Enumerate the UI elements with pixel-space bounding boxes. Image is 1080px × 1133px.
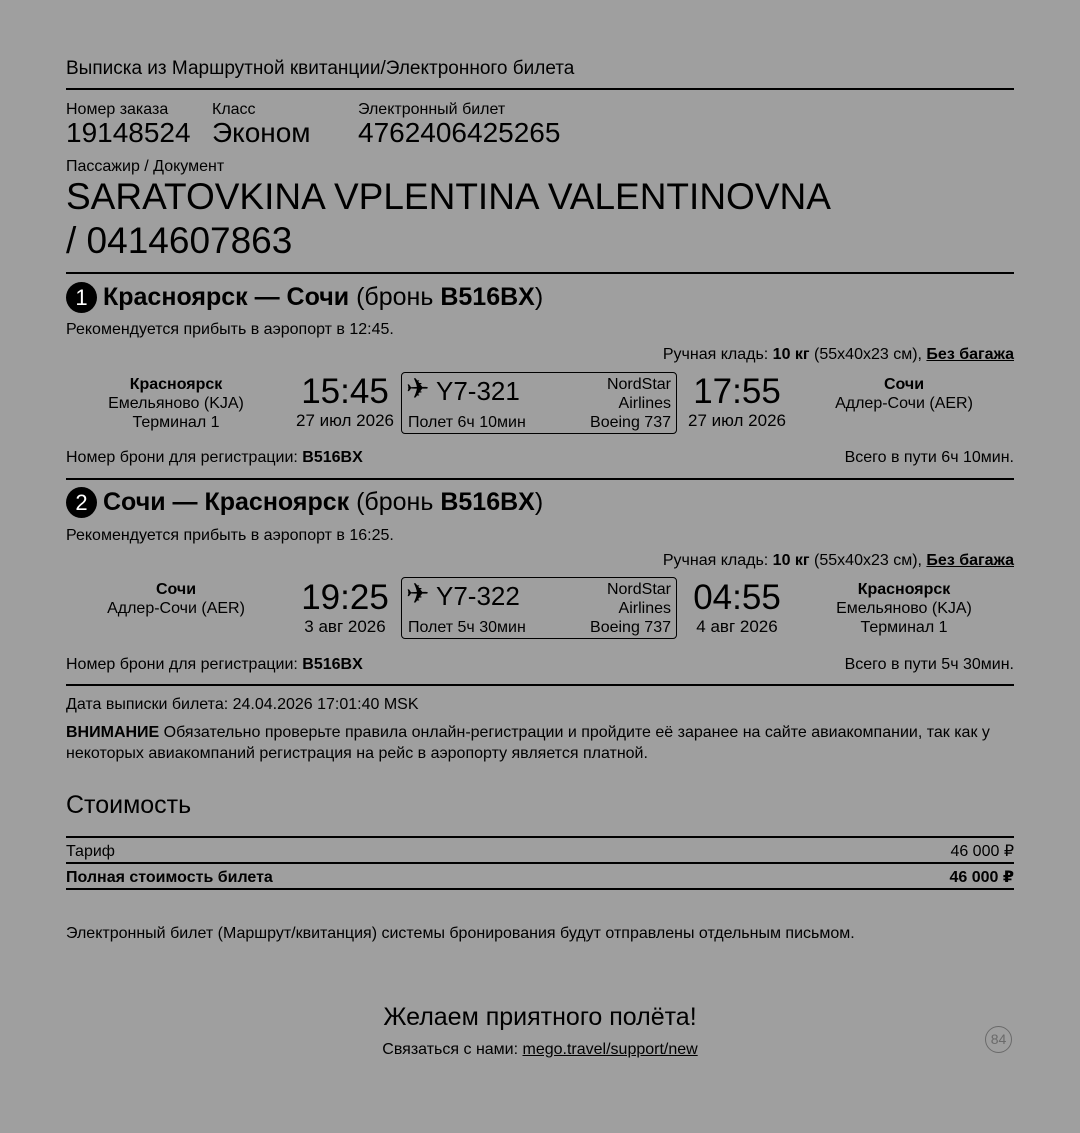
- warning-text: [66, 722, 1014, 764]
- tariff-value: 46 000 ₽: [950, 843, 1014, 860]
- segment-route: Красноярск — Сочи: [103, 283, 350, 311]
- total-label: Полная стоимость билета: [66, 869, 273, 886]
- departure-time: 19:25: [301, 578, 389, 617]
- airline-name: [607, 375, 671, 413]
- segment-route: Сочи — Красноярск: [103, 488, 350, 516]
- divider: [66, 272, 1014, 274]
- booking-prefix: (бронь: [356, 283, 441, 311]
- airline-name-line2: Airlines: [618, 395, 671, 412]
- luggage-size: (55x40x23 см),: [809, 346, 927, 363]
- warning-label: ВНИМАНИЕ: [66, 724, 160, 741]
- airline-name-line1: NordStar: [606, 581, 671, 598]
- divider: [66, 836, 1014, 838]
- plane-icon: ✈: [406, 578, 430, 609]
- divider: [66, 684, 1014, 686]
- departure-station: [86, 375, 266, 432]
- passenger-name: SARATOVKINA VPLENTINA VALENTINOVNA: [66, 176, 831, 217]
- booking-prefix: (бронь: [356, 488, 441, 516]
- flight-info-box: [401, 372, 677, 434]
- flight-number: Y7-322: [436, 581, 520, 611]
- divider: [66, 862, 1014, 864]
- arrival-airport: Емельяново (KJA): [836, 600, 972, 617]
- luggage-weight: 10 кг: [772, 552, 810, 569]
- booking-suffix: ): [534, 488, 544, 516]
- document-title: Выписка из Маршрутной квитанции/Электронного билета: [66, 58, 575, 79]
- departure-terminal: Терминал 1: [132, 414, 220, 431]
- arrival-terminal: Терминал 1: [860, 619, 948, 636]
- departure-time-block: [288, 579, 402, 637]
- flight-number: Y7-321: [436, 376, 520, 406]
- arrival-recommendation: Рекомендуется прибыть в аэропорт в 12:45.: [66, 321, 394, 338]
- arrival-city: Красноярск: [857, 581, 951, 598]
- checkin-label: Номер брони для регистрации:: [66, 449, 303, 466]
- booking-suffix: ): [534, 283, 544, 311]
- luggage-label: Ручная кладь:: [662, 346, 773, 363]
- luggage-info: [663, 551, 1014, 570]
- issue-date: Дата выписки билета: 24.04.2026 17:01:40 MSK: [66, 696, 419, 713]
- segment-number-badge: 1: [66, 282, 97, 313]
- total-travel-time: Всего в пути 5ч 30мин.: [844, 656, 1014, 673]
- segment-number-badge: 2: [66, 487, 97, 518]
- flight-duration: Полет 6ч 10мин: [408, 414, 526, 431]
- arrival-date: 27 июл 2026: [688, 411, 786, 430]
- checkin-code: B516BX: [302, 449, 363, 466]
- total-value: 46 000 ₽: [949, 869, 1014, 886]
- passenger-document: / 0414607863: [66, 220, 293, 261]
- ticket-number: 4762406425265: [358, 117, 561, 148]
- arrival-airport: Адлер-Сочи (AER): [835, 395, 973, 412]
- wish-text: Желаем приятного полёта!: [383, 1003, 697, 1031]
- contact-link[interactable]: mego.travel/support/new: [522, 1041, 698, 1058]
- class-label: Класс: [212, 101, 256, 118]
- departure-time-block: [288, 373, 402, 431]
- departure-date: 27 июл 2026: [296, 411, 394, 430]
- departure-city: Красноярск: [129, 376, 223, 393]
- divider: [66, 888, 1014, 890]
- arrival-station: [814, 580, 994, 637]
- luggage-label: Ручная кладь:: [662, 552, 773, 569]
- arrival-time: 17:55: [693, 372, 781, 411]
- booking-code: B516BX: [440, 283, 535, 311]
- arrival-station: [814, 375, 994, 413]
- ticket-label: Электронный билет: [358, 101, 506, 118]
- order-label: Номер заказа: [66, 101, 169, 118]
- departure-city: Сочи: [155, 581, 197, 598]
- tariff-label: Тариф: [66, 843, 115, 860]
- checkin-label: Номер брони для регистрации:: [66, 656, 303, 673]
- arrival-time-block: [679, 579, 795, 637]
- contact-line: [66, 1040, 1014, 1059]
- departure-time: 15:45: [301, 372, 389, 411]
- ticket-note: Электронный билет (Маршрут/квитанция) системы бронирования будут отправлены отдельным письмом.: [66, 925, 855, 942]
- aircraft-type: Boeing 737: [590, 414, 671, 431]
- arrival-recommendation: Рекомендуется прибыть в аэропорт в 16:25.: [66, 527, 394, 544]
- total-travel-time: Всего в пути 6ч 10мин.: [844, 449, 1014, 466]
- arrival-city: Сочи: [883, 376, 925, 393]
- passenger-label: Пассажир / Документ: [66, 158, 225, 175]
- arrival-time: 04:55: [693, 578, 781, 617]
- contact-label: Связаться с нами:: [382, 1041, 523, 1058]
- departure-airport: Емельяново (KJA): [108, 395, 244, 412]
- baggage-link[interactable]: Без багажа: [926, 346, 1014, 363]
- warning-body: Обязательно проверьте правила онлайн-регистрации и пройдите её заранее на сайте авиакомпании, так как у некоторых авиакомпаний регистрация на рейс в аэропорту является платной.: [66, 724, 990, 762]
- segment-title: [66, 282, 543, 313]
- segment-title: [66, 487, 543, 518]
- baggage-link[interactable]: Без багажа: [926, 552, 1014, 569]
- departure-station: [86, 580, 266, 618]
- booking-code: B516BX: [440, 488, 535, 516]
- luggage-size: (55x40x23 см),: [809, 552, 927, 569]
- luggage-info: [663, 345, 1014, 364]
- flight-info-box: [401, 577, 677, 639]
- cost-title: Стоимость: [66, 791, 192, 819]
- class-value: Эконом: [212, 117, 311, 148]
- page-badge: 84: [985, 1026, 1012, 1053]
- airline-name-line1: NordStar: [606, 376, 671, 393]
- checkin-booking: [66, 655, 363, 674]
- plane-icon: ✈: [406, 373, 430, 404]
- checkin-booking: [66, 448, 363, 467]
- luggage-weight: 10 кг: [772, 346, 810, 363]
- flight-duration: Полет 5ч 30мин: [408, 619, 526, 636]
- departure-date: 3 авг 2026: [304, 617, 386, 636]
- order-number: 19148524: [66, 117, 191, 148]
- arrival-date: 4 авг 2026: [696, 617, 778, 636]
- divider: [66, 88, 1014, 90]
- airline-name-line2: Airlines: [618, 600, 671, 617]
- arrival-time-block: [679, 373, 795, 431]
- checkin-code: B516BX: [302, 656, 363, 673]
- airline-name: [607, 580, 671, 618]
- departure-airport: Адлер-Сочи (AER): [107, 600, 245, 617]
- divider: [66, 478, 1014, 480]
- aircraft-type: Boeing 737: [590, 619, 671, 636]
